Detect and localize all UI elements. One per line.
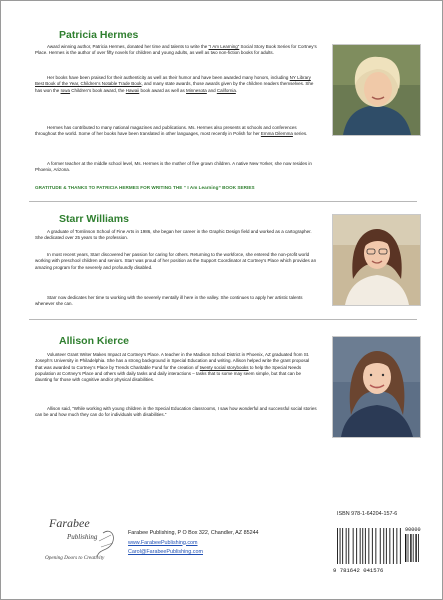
barcode-bar <box>368 528 369 564</box>
hermes-paragraph-1: Award winning author, Patricia Hermes, donated her time and talents to write the “I Am Learning” Social Story Book Series for Cortney’s Place. Hermes is the author of over fifty novels for children and young adults, as well as two non-fiction books for adults. <box>35 44 317 56</box>
author-photo-williams <box>332 214 421 306</box>
barcode-bar <box>353 528 354 564</box>
barcode-bar <box>342 528 343 564</box>
barcode-addon-bar <box>413 534 414 562</box>
isbn-barcode <box>331 522 424 574</box>
barcode-bar <box>380 528 381 564</box>
barcode-addon-bar <box>405 534 406 562</box>
kierce-paragraph-1: Volunteer Grant Writer Makes Impact at Cortney’s Place. A teacher in the Madison School District in Phoenix, AZ graduated from St. Joseph’s University in Philadelphia. She has a strong background in Special Education and writing. Allison helped write the grant proposal that was awarded to Cortney’s Place by Trends Charitable Fund for the creation of twenty social storybooks to help the Special Needs population at Cortney’s Place and others with daily tasks and daily interactions – tasks that to some may seem simple, but that can be daunting for those with cognitive and/or physical disabilities. <box>35 352 310 383</box>
barcode-bar <box>400 528 401 564</box>
publisher-logo <box>41 513 121 579</box>
barcode-bar <box>375 528 376 564</box>
author-photo-kierce <box>332 336 421 438</box>
section-divider <box>29 319 417 320</box>
section-divider <box>29 201 417 202</box>
publisher-website-link[interactable]: www.FarabeePublishing.com <box>128 539 198 546</box>
hermes-paragraph-3: Hermes has contributed to many national magazines and publications. Ms. Hermes also presents at schools and conferences throughout the world. Some of her books have been translated in other languages, most recently in Polish for her Emma Dilemma series. <box>35 125 308 137</box>
barcode-price-addon: 90000 <box>405 527 421 533</box>
barcode-addon-bar <box>410 534 411 562</box>
barcode-bars <box>337 528 419 564</box>
barcode-bar <box>393 528 394 564</box>
barcode-bar <box>389 528 390 564</box>
barcode-bar <box>396 528 397 564</box>
barcode-bar <box>348 528 349 564</box>
barcode-digits: 9 781642 041576 <box>333 567 384 574</box>
author-photo-hermes <box>332 44 421 136</box>
barcode-graphic <box>331 522 424 574</box>
barcode-bar <box>383 528 384 564</box>
barcode-bar <box>360 528 361 564</box>
logo-farabee-text: Farabee <box>49 516 90 530</box>
williams-paragraph-3: Starr now dedicates her time to working with the severely mentally ill here in the valley. She continues to apply her artistic talents whenever she can. <box>35 295 303 307</box>
barcode-addon-bar <box>408 534 409 562</box>
barcode-bar <box>340 528 341 564</box>
author-name-kierce: Allison Kierce <box>59 335 130 347</box>
barcode-bar <box>372 528 373 564</box>
publisher-email-link[interactable]: Carol@FarabeePublishing.com <box>128 549 203 555</box>
hermes-paragraph-4: A former teacher at the middle school level, Ms. Hermes is the mother of five grown children. A native New Yorker, she now resides in Phoenix, Arizona. <box>35 161 312 173</box>
logo-publishing-text: Publishing <box>67 533 98 541</box>
williams-paragraph-2: In most recent years, Starr discovered her passion for caring for others. Returning to the workforce, she entered the non-profit world working with preschool children and seniors. Starr was proud of her position as the Support Coordinator at Cortney’s Place which provides an amazing program for the severely and profoundly disabled. <box>35 252 317 270</box>
williams-paragraph-1: A graduate of Tomlinson School of Fine Arts in 1986, she began her career in the Graphic Design field and worked as a cartographer. She dedicated over 25 years to the profession. <box>35 229 312 241</box>
gratitude-banner: GRATITUDE & THANKS TO PATRICIA HERMES FOR WRITING THE “ I Am Learning” BOOK SERIES <box>35 185 255 190</box>
hermes-paragraph-2: Her books have been praised for their authenticity as well as their humor and have been awarded many honors, including NY Library Best Book of the Year, Children’s Notable Trade Book, and many state awards, those awards given by the children readers themselves. She has won the Iowa Children’s book award, the Hawaii book award as well as Minnesota and California. <box>35 75 314 93</box>
barcode-bar <box>356 528 357 564</box>
publisher-info <box>128 529 259 558</box>
publisher-address: Farabee Publishing, P O Box 322, Chandler, AZ 85244 <box>128 530 259 536</box>
barcode-addon-bar <box>418 534 419 562</box>
kierce-paragraph-2: Allison said, “While working with young children in the Special Education classrooms, I saw how wonderful and successful social stories can be and how much they can do for individuals with disabilities.” <box>35 406 317 418</box>
barcode-bar <box>362 528 363 564</box>
logo-tagline: Opening Doors to Creativity <box>45 555 105 561</box>
barcode-bar <box>386 528 387 564</box>
author-name-williams: Starr Williams <box>59 213 129 225</box>
isbn-label: ISBN 978-1-64204-157-6 <box>337 511 398 517</box>
barcode-addon-bar <box>415 534 416 562</box>
barcode-bar <box>365 528 366 564</box>
barcode-bar <box>337 528 338 564</box>
author-name-hermes: Patricia Hermes <box>59 29 139 41</box>
barcode-bar <box>346 528 347 564</box>
